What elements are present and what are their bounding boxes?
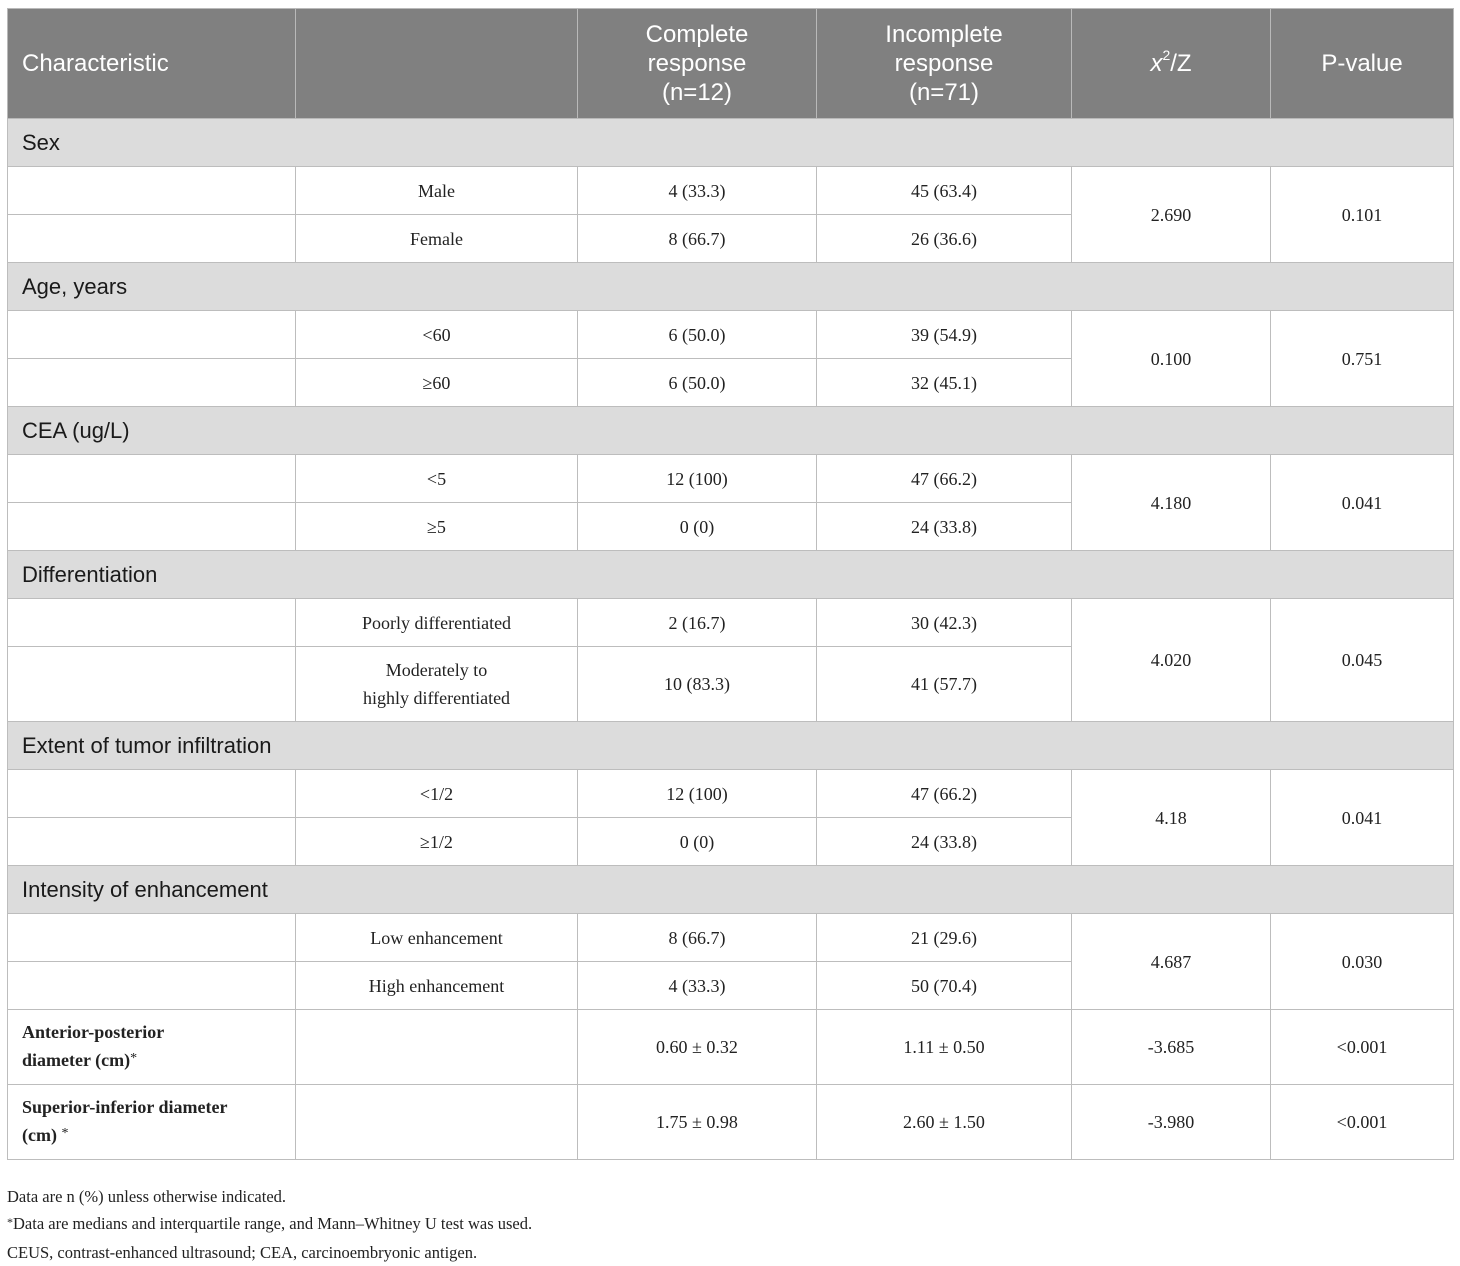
header-incomplete-line2: response [894,50,994,77]
complete-value: 8 (66.7) [578,914,817,962]
complete-value: 6 (50.0) [578,311,817,359]
section-title: Differentiation [8,551,1454,599]
row-empty-cell [8,503,296,551]
row-label: <1/2 [296,770,578,818]
section-title: Intensity of enhancement [8,866,1454,914]
section-title: Age, years [8,263,1454,311]
section-row-differentiation [8,551,1454,599]
row-empty-cell [8,167,296,215]
incomplete-value: 24 (33.8) [817,818,1072,866]
row-label [296,647,578,722]
header-stat-rest: /Z [1170,50,1192,77]
row-label-line1: Moderately to [385,660,488,680]
row-empty-cell [8,599,296,647]
complete-value: 8 (66.7) [578,215,817,263]
results-table-container [7,8,1453,1160]
complete-value: 2 (16.7) [578,599,817,647]
characteristics-table [7,8,1454,1160]
statistic-value: 4.020 [1072,599,1271,722]
row-empty-cell [8,914,296,962]
section-row-infiltration [8,722,1454,770]
header-stat-base: x [1150,50,1163,77]
row-label: ≥1/2 [296,818,578,866]
footnote-asterisk: * [7,1215,13,1229]
p-value: <0.001 [1271,1010,1454,1085]
row-empty-cell [296,1010,578,1085]
incomplete-value: 47 (66.2) [817,770,1072,818]
table-row [8,599,1454,647]
section-title: Sex [8,119,1454,167]
row-heading [8,1085,296,1160]
incomplete-value: 50 (70.4) [817,962,1072,1010]
incomplete-value: 39 (54.9) [817,311,1072,359]
header-stat-sup: 2 [1162,47,1171,63]
statistic-value: 0.100 [1072,311,1271,407]
row-heading [8,1010,296,1085]
table-header-row [8,9,1454,119]
section-row-cea [8,407,1454,455]
p-value: 0.101 [1271,167,1454,263]
p-value: 0.041 [1271,770,1454,866]
row-label: Poorly differentiated [296,599,578,647]
incomplete-value: 26 (36.6) [817,215,1072,263]
statistic-value: -3.980 [1072,1085,1271,1160]
incomplete-value: 21 (29.6) [817,914,1072,962]
table-row [8,311,1454,359]
incomplete-value: 32 (45.1) [817,359,1072,407]
row-empty-cell [8,818,296,866]
incomplete-value: 47 (66.2) [817,455,1072,503]
header-statistic [1072,9,1271,119]
header-complete-response [578,9,817,119]
complete-value: 4 (33.3) [578,167,817,215]
complete-value: 0.60 ± 0.32 [578,1010,817,1085]
header-incomplete-line1: Incomplete [885,21,1003,48]
asterisk-mark: * [130,1050,138,1066]
header-incomplete-line3: (n=71) [908,79,980,106]
incomplete-value: 30 (42.3) [817,599,1072,647]
table-row [8,914,1454,962]
section-row-enhancement [8,866,1454,914]
row-label: Low enhancement [296,914,578,962]
row-label: ≥60 [296,359,578,407]
p-value: 0.751 [1271,311,1454,407]
incomplete-value: 41 (57.7) [817,647,1072,722]
section-title: Extent of tumor infiltration [8,722,1454,770]
row-label: High enhancement [296,962,578,1010]
row-empty-cell [8,455,296,503]
statistic-value: 4.180 [1072,455,1271,551]
header-complete-line3: (n=12) [661,79,733,106]
p-value: 0.045 [1271,599,1454,722]
row-label: Female [296,215,578,263]
table-footnotes [7,1183,532,1266]
complete-value: 6 (50.0) [578,359,817,407]
row-empty-cell [8,647,296,722]
header-p-value: P-value [1271,9,1454,119]
row-empty-cell [8,359,296,407]
header-blank [296,9,578,119]
row-label: ≥5 [296,503,578,551]
complete-value: 12 (100) [578,770,817,818]
table-row [8,167,1454,215]
row-heading-line1: Anterior-posterior [22,1021,165,1042]
statistic-value: 4.687 [1072,914,1271,1010]
complete-value: 10 (83.3) [578,647,817,722]
table-row-anterior-posterior [8,1010,1454,1085]
incomplete-value: 2.60 ± 1.50 [817,1085,1072,1160]
section-title: CEA (ug/L) [8,407,1454,455]
complete-value: 0 (0) [578,503,817,551]
header-characteristic: Characteristic [8,9,296,119]
row-empty-cell [8,215,296,263]
complete-value: 12 (100) [578,455,817,503]
row-empty-cell [296,1085,578,1160]
row-label: <60 [296,311,578,359]
incomplete-value: 24 (33.8) [817,503,1072,551]
p-value: <0.001 [1271,1085,1454,1160]
complete-value: 0 (0) [578,818,817,866]
section-row-sex [8,119,1454,167]
complete-value: 1.75 ± 0.98 [578,1085,817,1160]
footnote-line: Data are n (%) unless otherwise indicated. [7,1187,287,1206]
footnote-text: Data are medians and interquartile range, and Mann–Whitney U test was used. [13,1214,533,1233]
footnote-line [7,1210,532,1239]
statistic-value: -3.685 [1072,1010,1271,1085]
header-complete-line1: Complete [645,21,749,48]
footnote-line: CEUS, contrast-enhanced ultrasound; CEA, carcinoembryonic antigen. [7,1243,478,1262]
row-heading-line2: (cm) [22,1124,62,1145]
table-row [8,455,1454,503]
complete-value: 4 (33.3) [578,962,817,1010]
table-row-superior-inferior [8,1085,1454,1160]
p-value: 0.030 [1271,914,1454,1010]
row-empty-cell [8,311,296,359]
row-label: Male [296,167,578,215]
header-complete-line2: response [647,50,747,77]
header-incomplete-response [817,9,1072,119]
row-empty-cell [8,962,296,1010]
statistic-value: 2.690 [1072,167,1271,263]
incomplete-value: 1.11 ± 0.50 [817,1010,1072,1085]
incomplete-value: 45 (63.4) [817,167,1072,215]
row-label: <5 [296,455,578,503]
row-heading-line1: Superior-inferior diameter [22,1096,228,1117]
section-row-age [8,263,1454,311]
statistic-value: 4.18 [1072,770,1271,866]
row-label-line2: highly differentiated [362,688,511,708]
row-empty-cell [8,770,296,818]
row-heading-line2: diameter (cm) [22,1049,131,1070]
p-value: 0.041 [1271,455,1454,551]
table-row [8,770,1454,818]
asterisk-mark: * [61,1125,69,1141]
